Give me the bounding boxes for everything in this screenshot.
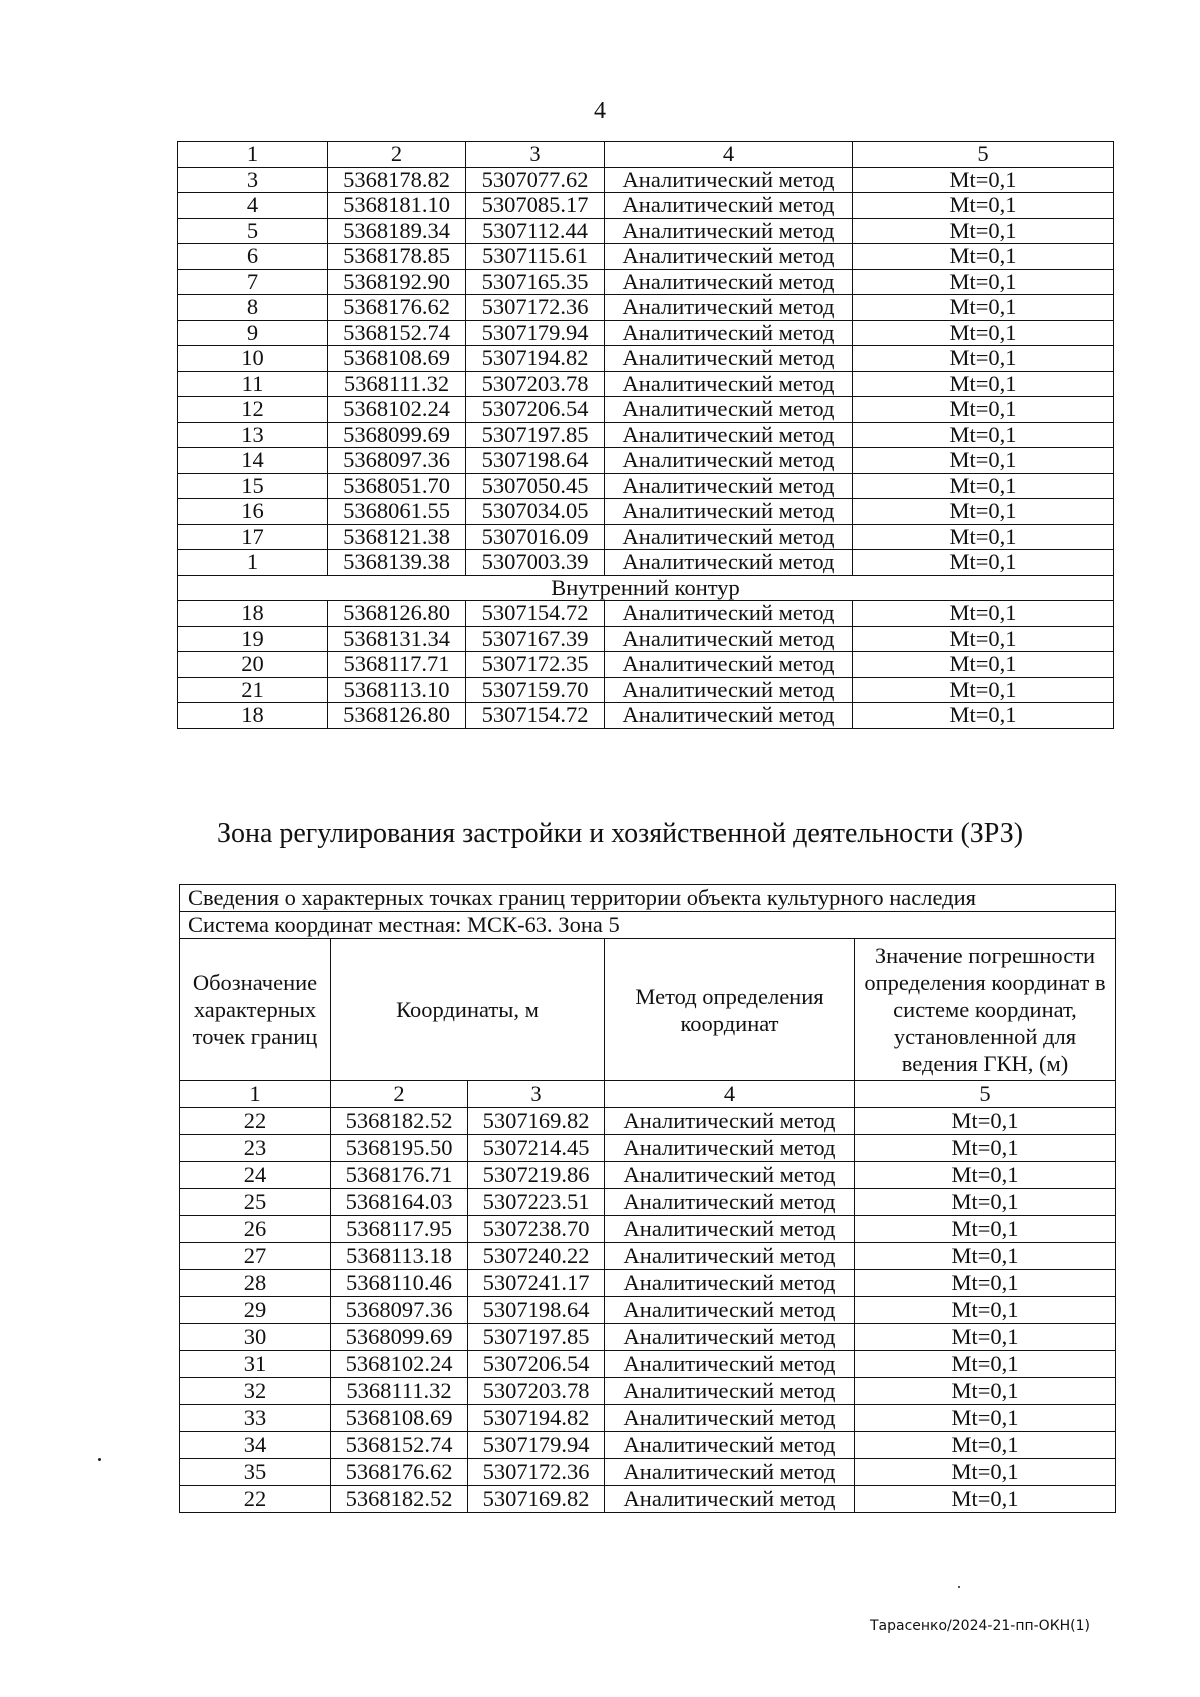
coord-y: 5307172.36: [466, 295, 605, 321]
coord-y: 5307154.72: [466, 703, 605, 729]
method: Аналитический метод: [605, 1378, 855, 1405]
table-row: [180, 1270, 1116, 1297]
coord-x: 5368176.62: [328, 295, 466, 321]
coord-x: 5368164.03: [331, 1189, 468, 1216]
col-number-3: 3: [468, 1081, 605, 1108]
point-id: 29: [180, 1297, 331, 1324]
coord-x: 5368131.34: [328, 626, 466, 652]
method: Аналитический метод: [605, 1405, 855, 1432]
table-row: [178, 677, 1114, 703]
coord-y: 5307203.78: [466, 371, 605, 397]
col-number-5: 5: [853, 142, 1114, 168]
error-value: Mt=0,1: [855, 1270, 1116, 1297]
table-row: [180, 1459, 1116, 1486]
coord-x: 5368102.24: [331, 1351, 468, 1378]
method: Аналитический метод: [605, 295, 853, 321]
coord-x: 5368176.71: [331, 1162, 468, 1189]
table-row: [178, 244, 1114, 270]
error-value: Mt=0,1: [853, 473, 1114, 499]
point-id: 8: [178, 295, 328, 321]
zrz-coordinates-table: [179, 884, 1116, 1513]
point-id: 6: [178, 244, 328, 270]
error-value: Mt=0,1: [855, 1135, 1116, 1162]
coord-x: 5368110.46: [331, 1270, 468, 1297]
coord-y: 5307172.36: [468, 1459, 605, 1486]
coord-y: 5307085.17: [466, 193, 605, 219]
table-row: [180, 1351, 1116, 1378]
point-id: 17: [178, 524, 328, 550]
coord-y: 5307115.61: [466, 244, 605, 270]
coord-y: 5307197.85: [468, 1324, 605, 1351]
col-number-3: 3: [466, 142, 605, 168]
coord-x: 5368117.95: [331, 1216, 468, 1243]
error-value: Mt=0,1: [853, 295, 1114, 321]
method: Аналитический метод: [605, 601, 853, 627]
coord-x: 5368152.74: [328, 320, 466, 346]
method: Аналитический метод: [605, 346, 853, 372]
point-id: 30: [180, 1324, 331, 1351]
error-value: Mt=0,1: [855, 1297, 1116, 1324]
table-row: [178, 371, 1114, 397]
coord-x: 5368189.34: [328, 218, 466, 244]
table-row: [178, 295, 1114, 321]
error-value: Mt=0,1: [853, 371, 1114, 397]
table-row: [178, 703, 1114, 729]
point-id: 11: [178, 371, 328, 397]
coord-y: 5307238.70: [468, 1216, 605, 1243]
coord-x: 5368117.71: [328, 652, 466, 678]
error-value: Mt=0,1: [855, 1486, 1116, 1513]
coord-x: 5368113.10: [328, 677, 466, 703]
coord-x: 5368108.69: [328, 346, 466, 372]
coord-y: 5307206.54: [468, 1351, 605, 1378]
col-number-4: 4: [605, 142, 853, 168]
coord-x: 5368102.24: [328, 397, 466, 423]
coord-y: 5307179.94: [466, 320, 605, 346]
zone-title: Зона регулирования застройки и хозяйственной деятельности (ЗРЗ): [216, 818, 1024, 849]
method: Аналитический метод: [605, 677, 853, 703]
point-id: 33: [180, 1405, 331, 1432]
table-row: [178, 524, 1114, 550]
col-number-4: 4: [605, 1081, 855, 1108]
point-id: 3: [178, 167, 328, 193]
coord-x: 5368097.36: [328, 448, 466, 474]
col-number-5: 5: [855, 1081, 1116, 1108]
method: Аналитический метод: [605, 371, 853, 397]
coord-x: 5368113.18: [331, 1243, 468, 1270]
point-id: 23: [180, 1135, 331, 1162]
coord-x: 5368192.90: [328, 269, 466, 295]
table-row: [180, 1432, 1116, 1459]
coord-y: 5307206.54: [466, 397, 605, 423]
method: Аналитический метод: [605, 703, 853, 729]
error-value: Mt=0,1: [853, 601, 1114, 627]
point-id: 5: [178, 218, 328, 244]
method: Аналитический метод: [605, 167, 853, 193]
method: Аналитический метод: [605, 524, 853, 550]
point-id: 7: [178, 269, 328, 295]
column-number-row: [178, 142, 1114, 168]
col-number-2: 2: [331, 1081, 468, 1108]
coord-x: 5368108.69: [331, 1405, 468, 1432]
point-id: 1: [178, 550, 328, 576]
point-id: 19: [178, 626, 328, 652]
error-value: Mt=0,1: [853, 397, 1114, 423]
point-id: 32: [180, 1378, 331, 1405]
coord-x: 5368178.85: [328, 244, 466, 270]
coord-x: 5368099.69: [331, 1324, 468, 1351]
coord-x: 5368178.82: [328, 167, 466, 193]
header-error: Значение погрешности определения координат в системе координат, установленной для ведения ГКН, (м): [855, 939, 1116, 1081]
point-id: 22: [180, 1486, 331, 1513]
method: Аналитический метод: [605, 397, 853, 423]
method: Аналитический метод: [605, 550, 853, 576]
table-row: [178, 193, 1114, 219]
error-value: Mt=0,1: [853, 320, 1114, 346]
header-method: Метод определения координат: [605, 939, 855, 1081]
inner-contour-label: Внутренний контур: [178, 575, 1114, 601]
error-value: Mt=0,1: [853, 346, 1114, 372]
method: Аналитический метод: [605, 626, 853, 652]
point-id: 4: [178, 193, 328, 219]
method: Аналитический метод: [605, 218, 853, 244]
table-row: [180, 1216, 1116, 1243]
table-row: [178, 626, 1114, 652]
error-value: Mt=0,1: [855, 1189, 1116, 1216]
coord-y: 5307198.64: [468, 1297, 605, 1324]
error-value: Mt=0,1: [855, 1324, 1116, 1351]
coord-x: 5368182.52: [331, 1108, 468, 1135]
point-id: 35: [180, 1459, 331, 1486]
error-value: Mt=0,1: [853, 677, 1114, 703]
error-value: Mt=0,1: [855, 1459, 1116, 1486]
table-row: [178, 473, 1114, 499]
coord-y: 5307077.62: [466, 167, 605, 193]
coord-y: 5307167.39: [466, 626, 605, 652]
coordinates-table-body: [178, 142, 1114, 729]
coord-x: 5368111.32: [328, 371, 466, 397]
method: Аналитический метод: [605, 1108, 855, 1135]
method: Аналитический метод: [605, 652, 853, 678]
coord-y: 5307214.45: [468, 1135, 605, 1162]
coord-y: 5307203.78: [468, 1378, 605, 1405]
method: Аналитический метод: [605, 269, 853, 295]
point-id: 10: [178, 346, 328, 372]
table-row: [178, 601, 1114, 627]
coord-y: 5307179.94: [468, 1432, 605, 1459]
coord-y: 5307219.86: [468, 1162, 605, 1189]
point-id: 18: [178, 703, 328, 729]
header-points: Обозначение характерных точек границ: [180, 939, 331, 1081]
point-id: 21: [178, 677, 328, 703]
point-id: 13: [178, 422, 328, 448]
table-row: [178, 269, 1114, 295]
page-number: 4: [594, 98, 606, 124]
error-value: Mt=0,1: [855, 1351, 1116, 1378]
table-row: [180, 1486, 1116, 1513]
coord-x: 5368195.50: [331, 1135, 468, 1162]
error-value: Mt=0,1: [855, 1216, 1116, 1243]
method: Аналитический метод: [605, 1162, 855, 1189]
error-value: Mt=0,1: [853, 244, 1114, 270]
inner-contour-row: [178, 575, 1114, 601]
point-id: 12: [178, 397, 328, 423]
point-id: 9: [178, 320, 328, 346]
point-id: 14: [178, 448, 328, 474]
table-row: [178, 167, 1114, 193]
point-id: 26: [180, 1216, 331, 1243]
method: Аналитический метод: [605, 422, 853, 448]
method: Аналитический метод: [605, 1324, 855, 1351]
table-caption-row: [180, 885, 1116, 912]
coord-y: 5307159.70: [466, 677, 605, 703]
method: Аналитический метод: [605, 1459, 855, 1486]
error-value: Mt=0,1: [853, 218, 1114, 244]
method: Аналитический метод: [605, 1486, 855, 1513]
table-row: [178, 550, 1114, 576]
coordinates-table-continued: [177, 141, 1114, 729]
coord-x: 5368126.80: [328, 601, 466, 627]
method: Аналитический метод: [605, 473, 853, 499]
coord-x: 5368181.10: [328, 193, 466, 219]
table-row: [178, 448, 1114, 474]
error-value: Mt=0,1: [855, 1378, 1116, 1405]
coordinate-system: Система координат местная: МСК-63. Зона 5: [180, 912, 1116, 939]
document-reference: Тарасенко/2024-21-пп-ОКН(1): [869, 1618, 1090, 1634]
scan-speck: [958, 1586, 960, 1588]
coord-y: 5307050.45: [466, 473, 605, 499]
table-row: [180, 1135, 1116, 1162]
table-row: [180, 1297, 1116, 1324]
coord-x: 5368182.52: [331, 1486, 468, 1513]
coord-y: 5307241.17: [468, 1270, 605, 1297]
point-id: 24: [180, 1162, 331, 1189]
coord-x: 5368061.55: [328, 499, 466, 525]
coord-y: 5307003.39: [466, 550, 605, 576]
error-value: Mt=0,1: [853, 193, 1114, 219]
error-value: Mt=0,1: [853, 167, 1114, 193]
coord-x: 5368176.62: [331, 1459, 468, 1486]
coord-x: 5368152.74: [331, 1432, 468, 1459]
col-number-1: 1: [180, 1081, 331, 1108]
point-id: 34: [180, 1432, 331, 1459]
error-value: Mt=0,1: [853, 652, 1114, 678]
coord-x: 5368111.32: [331, 1378, 468, 1405]
table-row: [180, 1405, 1116, 1432]
coordinate-system-row: [180, 912, 1116, 939]
method: Аналитический метод: [605, 1135, 855, 1162]
coord-y: 5307197.85: [466, 422, 605, 448]
table-row: [180, 1243, 1116, 1270]
coord-y: 5307165.35: [466, 269, 605, 295]
table-row: [178, 499, 1114, 525]
coord-y: 5307034.05: [466, 499, 605, 525]
coord-x: 5368099.69: [328, 422, 466, 448]
table-row: [178, 346, 1114, 372]
table-caption: Сведения о характерных точках границ территории объекта культурного наследия: [180, 885, 1116, 912]
method: Аналитический метод: [605, 1189, 855, 1216]
point-id: 31: [180, 1351, 331, 1378]
method: Аналитический метод: [605, 1351, 855, 1378]
error-value: Mt=0,1: [853, 524, 1114, 550]
table-row: [178, 320, 1114, 346]
zrz-table-body: [180, 885, 1116, 1513]
coord-y: 5307194.82: [468, 1405, 605, 1432]
point-id: 22: [180, 1108, 331, 1135]
table-header-row: [180, 939, 1116, 1081]
coord-x: 5368097.36: [331, 1297, 468, 1324]
error-value: Mt=0,1: [855, 1405, 1116, 1432]
error-value: Mt=0,1: [853, 703, 1114, 729]
table-row: [178, 397, 1114, 423]
error-value: Mt=0,1: [853, 422, 1114, 448]
header-coordinates: Координаты, м: [331, 939, 605, 1081]
coord-y: 5307223.51: [468, 1189, 605, 1216]
point-id: 28: [180, 1270, 331, 1297]
table-row: [180, 1324, 1116, 1351]
coord-y: 5307240.22: [468, 1243, 605, 1270]
coord-y: 5307194.82: [466, 346, 605, 372]
table-row: [180, 1378, 1116, 1405]
coord-y: 5307154.72: [466, 601, 605, 627]
method: Аналитический метод: [605, 1297, 855, 1324]
method: Аналитический метод: [605, 448, 853, 474]
coord-y: 5307112.44: [466, 218, 605, 244]
table-row: [180, 1108, 1116, 1135]
table-row: [178, 652, 1114, 678]
point-id: 16: [178, 499, 328, 525]
error-value: Mt=0,1: [855, 1432, 1116, 1459]
col-number-1: 1: [178, 142, 328, 168]
coord-y: 5307169.82: [468, 1108, 605, 1135]
method: Аналитический метод: [605, 499, 853, 525]
method: Аналитический метод: [605, 320, 853, 346]
point-id: 20: [178, 652, 328, 678]
method: Аналитический метод: [605, 1270, 855, 1297]
error-value: Mt=0,1: [853, 550, 1114, 576]
coord-x: 5368139.38: [328, 550, 466, 576]
scan-speck: [98, 1458, 101, 1461]
table-row: [178, 218, 1114, 244]
method: Аналитический метод: [605, 1216, 855, 1243]
error-value: Mt=0,1: [853, 269, 1114, 295]
column-number-row: [180, 1081, 1116, 1108]
error-value: Mt=0,1: [855, 1162, 1116, 1189]
coord-y: 5307172.35: [466, 652, 605, 678]
table-row: [178, 422, 1114, 448]
error-value: Mt=0,1: [853, 499, 1114, 525]
coord-y: 5307198.64: [466, 448, 605, 474]
table-row: [180, 1162, 1116, 1189]
point-id: 15: [178, 473, 328, 499]
table-row: [180, 1189, 1116, 1216]
coord-y: 5307169.82: [468, 1486, 605, 1513]
error-value: Mt=0,1: [855, 1243, 1116, 1270]
coord-y: 5307016.09: [466, 524, 605, 550]
error-value: Mt=0,1: [853, 448, 1114, 474]
method: Аналитический метод: [605, 193, 853, 219]
error-value: Mt=0,1: [853, 626, 1114, 652]
point-id: 18: [178, 601, 328, 627]
error-value: Mt=0,1: [855, 1108, 1116, 1135]
method: Аналитический метод: [605, 1432, 855, 1459]
point-id: 25: [180, 1189, 331, 1216]
method: Аналитический метод: [605, 1243, 855, 1270]
method: Аналитический метод: [605, 244, 853, 270]
col-number-2: 2: [328, 142, 466, 168]
coord-x: 5368121.38: [328, 524, 466, 550]
coord-x: 5368051.70: [328, 473, 466, 499]
point-id: 27: [180, 1243, 331, 1270]
coord-x: 5368126.80: [328, 703, 466, 729]
